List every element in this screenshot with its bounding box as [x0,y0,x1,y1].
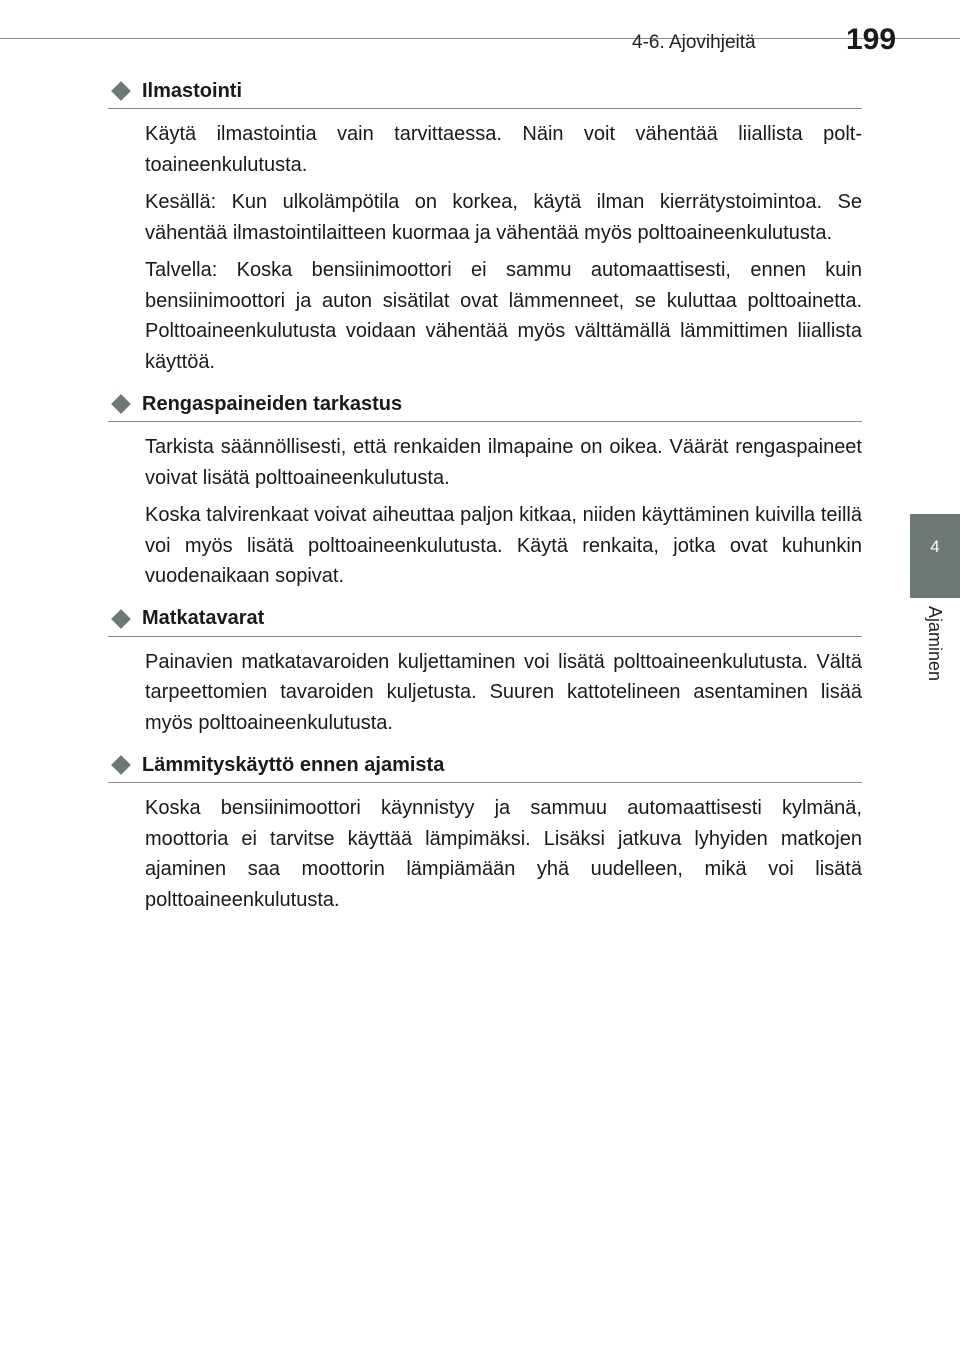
paragraph: Tarkista säännöllisesti, että renkaiden ilmapaine on oikea. Väärät rengaspaineet voivat lisätä polttoaineenkulutusta. [145,436,862,489]
section-heading [108,602,862,637]
paragraph: Käytä ilmastointia vain tarvittaessa. Näin voit vähentää liiallista polttoaineenkulutusta. [145,123,862,176]
paragraph: Kesällä: Kun ulkolämpötila on korkea, käytä ilman kierrätystoimintoa. Se vähentää ilmastointilaitteen kuormaa ja vähentää myös polttoaineenkulutusta. [145,191,862,244]
diamond-bullet-icon [111,81,131,101]
section-title: Ilmastointi [142,79,243,102]
section-title: Rengaspaineiden tarkastus [142,392,403,415]
section-ilmastointi [108,74,862,377]
page-number: 199 [846,23,897,56]
section-title: Lämmityskäyttö ennen ajamista [142,753,445,776]
section-lammityskaytto [108,748,862,915]
chapter-tab-title: Ajaminen [925,606,945,682]
section-heading [108,74,862,109]
section-heading [108,387,862,422]
paragraph: Painavien matkatavaroiden kuljettaminen voi lisätä polttoaineenkulutusta. Vältä tarpeettomien tavaroiden kuljetusta. Suuren kattotelineen asentaminen lisää myös polttoaineenkulutusta. [145,650,862,734]
section-rengaspaineet [108,387,862,592]
diamond-bullet-icon [111,755,131,775]
page-content [108,74,862,922]
paragraph: Koska bensiinimoottori käynnistyy ja sammuu automaattisesti kylmänä, moottoria ei tarvitse käyttää lämpimäksi. Lisäksi jatkuva lyhyiden matkojen ajaminen saa moottorin lämpiämään yhä uudelleen, mikä voi lisätä polttoaineenkulutusta. [145,797,862,911]
chapter-tab-number: 4 [930,537,940,556]
section-matkatavarat [108,602,862,739]
header-rule [0,38,960,39]
diamond-bullet-icon [111,609,131,629]
section-title: Matkatavarat [142,607,265,629]
running-header-section: 4-6. Ajovihjeitä [632,32,756,53]
paragraph: Talvella: Koska bensiinimoottori ei sammu automaattisesti, ennen kuin bensiinimoottori ja auton sisätilat ovat lämmenneet, se kuluttaa polttoainetta. Polttoaineenkulutusta voidaan vähentää myös välttämällä lämmittimen liiallista käyttöä. [145,259,862,373]
diamond-bullet-icon [111,394,131,414]
paragraph: Koska talvirenkaat voivat aiheuttaa paljon kitkaa, niiden käyttäminen kuivilla teillä voi myös lisätä polttoaineenkulutusta. Käytä renkaita, jotka ovat kuhunkin vuodenaikaan sopivat. [145,504,862,587]
section-heading [108,748,862,783]
